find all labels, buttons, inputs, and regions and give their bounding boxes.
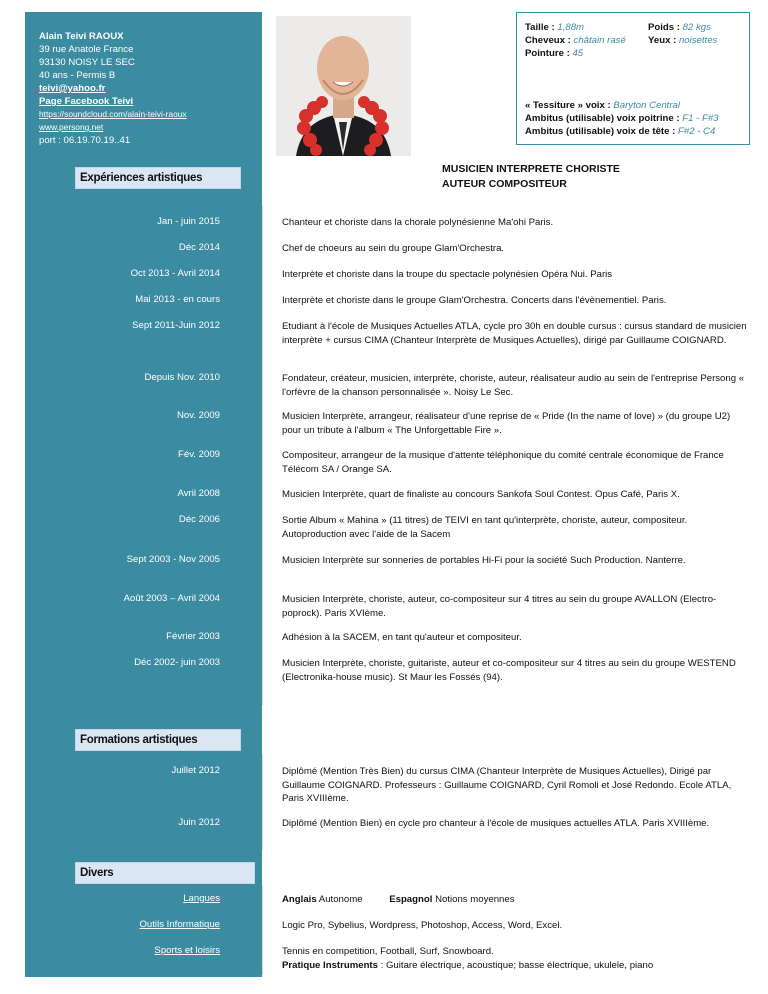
contact-address-line1: 39 rue Anatole France <box>39 44 134 55</box>
shoe-size-row: Pointure : 45 <box>525 48 584 59</box>
experience-description: Musicien Interprète sur sonneries de portables Hi-Fi pour la société Such Production. Nanterre. <box>282 555 686 566</box>
divers-label-languages[interactable]: Langues <box>183 893 220 904</box>
hair-row: Cheveux : châtain rasé <box>525 35 626 46</box>
experience-date: Sept 2003 - Nov 2005 <box>126 554 220 565</box>
headline-line2: AUTEUR COMPOSITEUR <box>442 178 567 190</box>
experience-date: Nov. 2009 <box>176 410 220 421</box>
experience-description: Etudiant à l'école de Musiques Actuelles ATLA, cycle pro 30h en double cursus : cursus standard de musicien interprète + cursus CIMA (Chanteur Interprète de Musiques Actuelles), dirigé par Guillaume COIGNARD. <box>282 321 747 346</box>
contact-age-permit: 40 ans - Permis B <box>39 70 116 81</box>
experience-description: Musicien Interprète, choriste, auteur, co-compositeur sur 4 titres au sein du groupe AVALLON (Electro-poprock). Paris XVIème. <box>282 594 717 619</box>
experience-description: Musicien Interprète, choriste, guitariste, auteur et co-compositeur sur 4 titres au sein du groupe WESTEND (Electronika-house music). St Maur les Fossés (94). <box>282 658 736 683</box>
experience-description: Interprète et choriste dans le groupe Glam'Orchestra. Concerts dans l'évènementiel. Paris. <box>282 295 667 306</box>
chest-voice-row: Ambitus (utilisable) voix poitrine : F1 - F#3 <box>525 113 719 124</box>
formation-date: Juillet 2012 <box>171 765 220 776</box>
experience-description: Musicien Interprète, quart de finaliste au concours Sankofa Soul Contest. Opus Café, Paris X. <box>282 489 680 500</box>
sports-description: Tennis en competition, Football, Surf, Snowboard. Pratique Instruments : Guitare électrique, acoustique; basse électrique, ukulele, piano <box>282 946 654 971</box>
divider <box>262 205 263 705</box>
eyes-row: Yeux : noisettes <box>648 35 718 46</box>
experience-description: Fondateur, créateur, musicien, interprète, choriste, auteur, réalisateur audio au sein de l'entreprise Persong « l'orfèvre de la chanson personnalisée ». Noisy Le Sec. <box>282 373 745 398</box>
contact-email-link[interactable]: teivi@yahoo.fr <box>39 83 106 94</box>
head-voice-row: Ambitus (utilisable) voix de tête : F#2 - C4 <box>525 126 716 137</box>
experience-date: Avril 2008 <box>177 488 220 499</box>
divider <box>262 885 263 975</box>
headline-line1: MUSICIEN INTERPRETE CHORISTE <box>442 163 620 175</box>
voice-range-row: « Tessiture » voix : Baryton Central <box>525 100 680 111</box>
experience-description: Interprète et choriste dans la troupe du spectacle polynésien Opéra Nui. Paris <box>282 269 613 280</box>
section-title-divers: Divers <box>75 862 255 884</box>
height-row: Taille : 1,88m <box>525 22 585 33</box>
experience-date: Déc 2014 <box>178 242 220 253</box>
soundcloud-link[interactable]: https://soundcloud.com/alain-teivi-raoux <box>39 109 187 119</box>
formation-description: Diplômé (Mention Très Bien) du cursus CIMA (Chanteur Interprète de Musiques Actuelles), Dirigé par Guillaume COIGNARD. Professeurs : Guillaume COIGNARD, Cyril Romoli et José Redondo. Ecole ATLA, Paris XVIIIème. <box>282 766 732 804</box>
experience-description: Chef de choeurs au sein du groupe Glam'Orchestra. <box>282 243 505 254</box>
divers-label-software[interactable]: Outils Informatique <box>139 919 220 930</box>
contact-block <box>39 30 187 147</box>
experience-date: Février 2003 <box>166 631 220 642</box>
experience-date: Août 2003 – Avril 2004 <box>123 593 220 604</box>
experience-description: Compositeur, arrangeur de la musique d'attente téléphonique du comité centrale économique de France Télécom SA / Orange SA. <box>282 450 724 475</box>
website-link[interactable]: www.persong.net <box>39 122 104 132</box>
software-description: Logic Pro, Sybelius, Wordpress, Photoshop, Access, Word, Excel. <box>282 920 563 931</box>
experience-date: Oct 2013 - Avril 2014 <box>130 268 220 279</box>
contact-name: Alain Teivi RAOUX <box>39 31 124 42</box>
experience-description: Sortie Album « Mahina » (11 titres) de TEIVI en tant qu'interprète, choriste, auteur, compositeur. Autoproduction avec l'aide de la Sacem <box>282 515 688 540</box>
contact-address-line2: 93130 NOISY LE SEC <box>39 57 135 68</box>
experience-date: Fév. 2009 <box>178 449 220 460</box>
section-title-formations: Formations artistiques <box>75 729 241 751</box>
physical-info-box <box>516 12 750 145</box>
experience-date: Mai 2013 - en cours <box>135 294 220 305</box>
experience-date: Déc 2002- juin 2003 <box>134 657 220 668</box>
divers-label-sports[interactable]: Sports et loisirs <box>154 945 220 956</box>
experience-date: Jan - juin 2015 <box>157 216 220 227</box>
sidebar <box>25 12 262 977</box>
profile-photo <box>276 16 411 156</box>
experience-date: Depuis Nov. 2010 <box>144 372 220 383</box>
experience-description: Adhésion à la SACEM, en tant qu'auteur et compositeur. <box>282 632 522 643</box>
contact-phone: port : 06.19.70.19..41 <box>39 135 131 146</box>
formation-date: Juin 2012 <box>178 817 220 828</box>
experience-date: Déc 2006 <box>178 514 220 525</box>
formation-description: Diplômé (Mention Bien) en cycle pro chanteur à l'école de musiques actuelles ATLA. Paris XVIIIème. <box>282 818 710 829</box>
experience-description: Musicien Interprète, arrangeur, réalisateur d'une reprise de « Pride (In the name of love) » (du groupe U2) pour un tribute à l'album « The Unforgettable Fire ». <box>282 411 731 436</box>
languages-description: Anglais Autonome Espagnol Notions moyennes <box>282 894 515 905</box>
weight-row: Poids : 82 kgs <box>648 22 711 33</box>
section-title-experiences: Expériences artistiques <box>75 167 241 189</box>
experience-description: Chanteur et choriste dans la chorale polynésienne Ma'ohi Paris. <box>282 217 554 228</box>
headline <box>442 162 620 192</box>
divider <box>262 755 263 850</box>
facebook-link[interactable]: Page Facebook Teivi <box>39 96 134 107</box>
experience-date: Sept 2011-Juin 2012 <box>132 320 220 331</box>
